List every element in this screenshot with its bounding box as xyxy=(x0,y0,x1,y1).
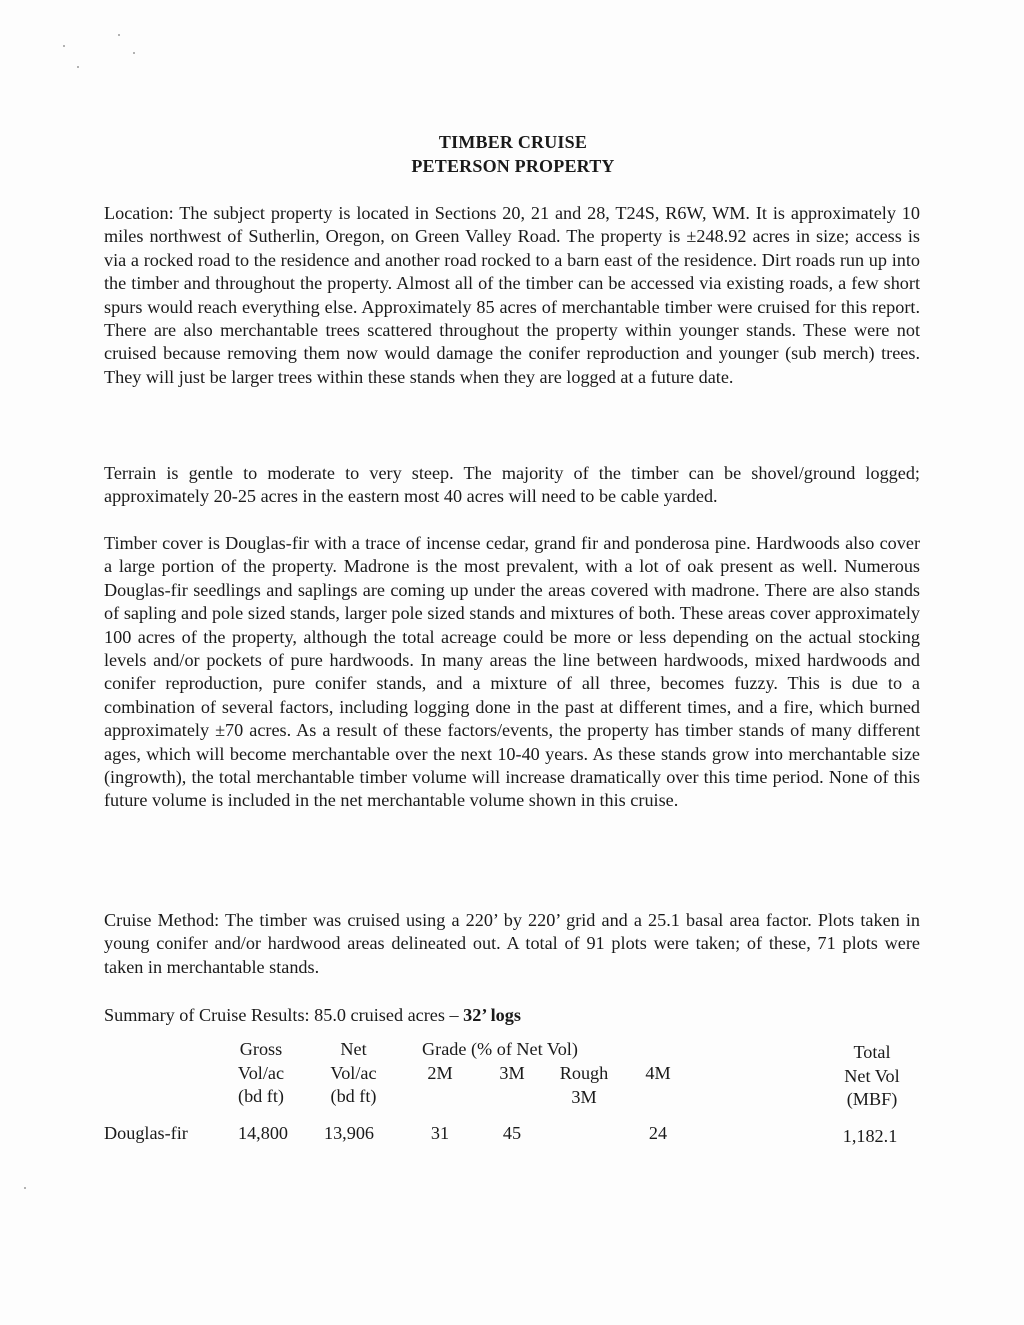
net-volume-cell: 13,906 xyxy=(323,1123,374,1143)
location-paragraph: Location: The subject property is located in Sections 20, 21 and 28, T24S, R6W, WM. It is approximately 10 miles northwest of Sutherlin, Oregon, on Green Valley Road. The property is ±248.92 acres in size; access is via a rocked road to the residence and another road rocked to a barn east of the residence. Dirt roads run up into the timber and throughout the property. Almost all of the timber can be accessed via existing roads, a few short spurs would reach everything else. Approximately 85 acres of merchantable timber were cruised for this report. There are also merchantable trees scattered throughout the property within younger stands. These were not cruised because removing them now would damage the conifer reproduction and younger (sub merch) trees. They will just be larger trees within these stands when they are logged at a future date. xyxy=(104,203,920,387)
grade-2m-cell: 31 xyxy=(430,1123,450,1143)
grade-2m-header: 2M xyxy=(427,1063,453,1083)
terrain-paragraph: Terrain is gentle to moderate to very steep. The majority of the timber can be shovel/ground logged; approximately 20-25 acres in the eastern most 40 acres will need to be cable yarded. xyxy=(104,463,920,507)
total-header-line: Net Vol xyxy=(844,1065,900,1086)
total-net-volume-cell: 1,182.1 xyxy=(842,1126,898,1146)
cruise-method-paragraph: Cruise Method: The timber was cruised using a 220’ by 220’ grid and a 25.1 basal area factor. Plots taken in young conifer and/or hardwood areas delineated out. A total of 91 plots were taken; of these, 71 plots were taken in merchantable stands. xyxy=(104,910,920,977)
species-cell: Douglas-fir xyxy=(104,1123,188,1143)
net-header-line: (bd ft) xyxy=(330,1086,377,1106)
grade-rough-3m-header xyxy=(552,1062,616,1109)
grade-3m-cell: 45 xyxy=(502,1123,522,1143)
total-header-line: Total xyxy=(853,1042,891,1062)
gross-volume-cell: 14,800 xyxy=(237,1123,288,1143)
summary-log-length: 32’ logs xyxy=(463,1005,521,1025)
net-header-line: Net xyxy=(340,1039,367,1059)
timber-cover-paragraph: Timber cover is Douglas-fir with a trace of incense cedar, grand fir and ponderosa pine. Hardwoods also cover a large portion of the property. Madrone is the most prevalent, with a lot of oak present as well. Numerous Douglas-fir seedlings and saplings are coming up under the areas covered with madrone. There are also stands of sapling and pole sized stands, larger pole sized stands and mixtures of both. These areas cover approximately 100 acres of the property, although the total acreage could be more or less depending on the actual stocking levels and/or pockets of pure hardwoods. In many areas the line between hardwoods, mixed hardwoods and conifer reproduction, pure conifer stands, and a mixture of all three, becomes fuzzy. This is due to a combination of several factors, including logging done in the past at different times, and a fire, which burned approximately ±70 acres. As a result of these factors/events, the property has timber stands of many different ages, which will become merchantable over the next 10-40 years. As these stands grow into merchantable size (ingrowth), the total merchantable timber volume will increase dramatically over this time period. None of this future volume is included in the net merchantable volume shown in this cruise. xyxy=(104,533,920,811)
grade-4m-header: 4M xyxy=(645,1063,671,1083)
gross-header-line: Vol/ac xyxy=(237,1062,285,1083)
rough-header-line: 3M xyxy=(571,1086,597,1107)
grade-3m-header: 3M xyxy=(499,1063,525,1083)
gross-header-line: Gross xyxy=(239,1039,283,1059)
title-line-1: TIMBER CRUISE xyxy=(438,132,588,152)
gross-volume-header xyxy=(226,1038,296,1109)
summary-label: Summary of Cruise Results: 85.0 cruised acres – xyxy=(104,1005,464,1025)
total-header-line: (MBF) xyxy=(846,1089,898,1109)
net-header-line: Vol/ac xyxy=(330,1062,377,1083)
total-net-volume-header xyxy=(830,1041,914,1112)
grade-4m-cell: 24 xyxy=(648,1123,668,1143)
grade-group-header: Grade (% of Net Vol) xyxy=(422,1039,578,1059)
title-line-2: PETERSON PROPERTY xyxy=(411,156,615,176)
gross-header-line: (bd ft) xyxy=(238,1086,284,1106)
rough-header-line: Rough xyxy=(559,1063,609,1083)
net-volume-header xyxy=(316,1038,391,1109)
